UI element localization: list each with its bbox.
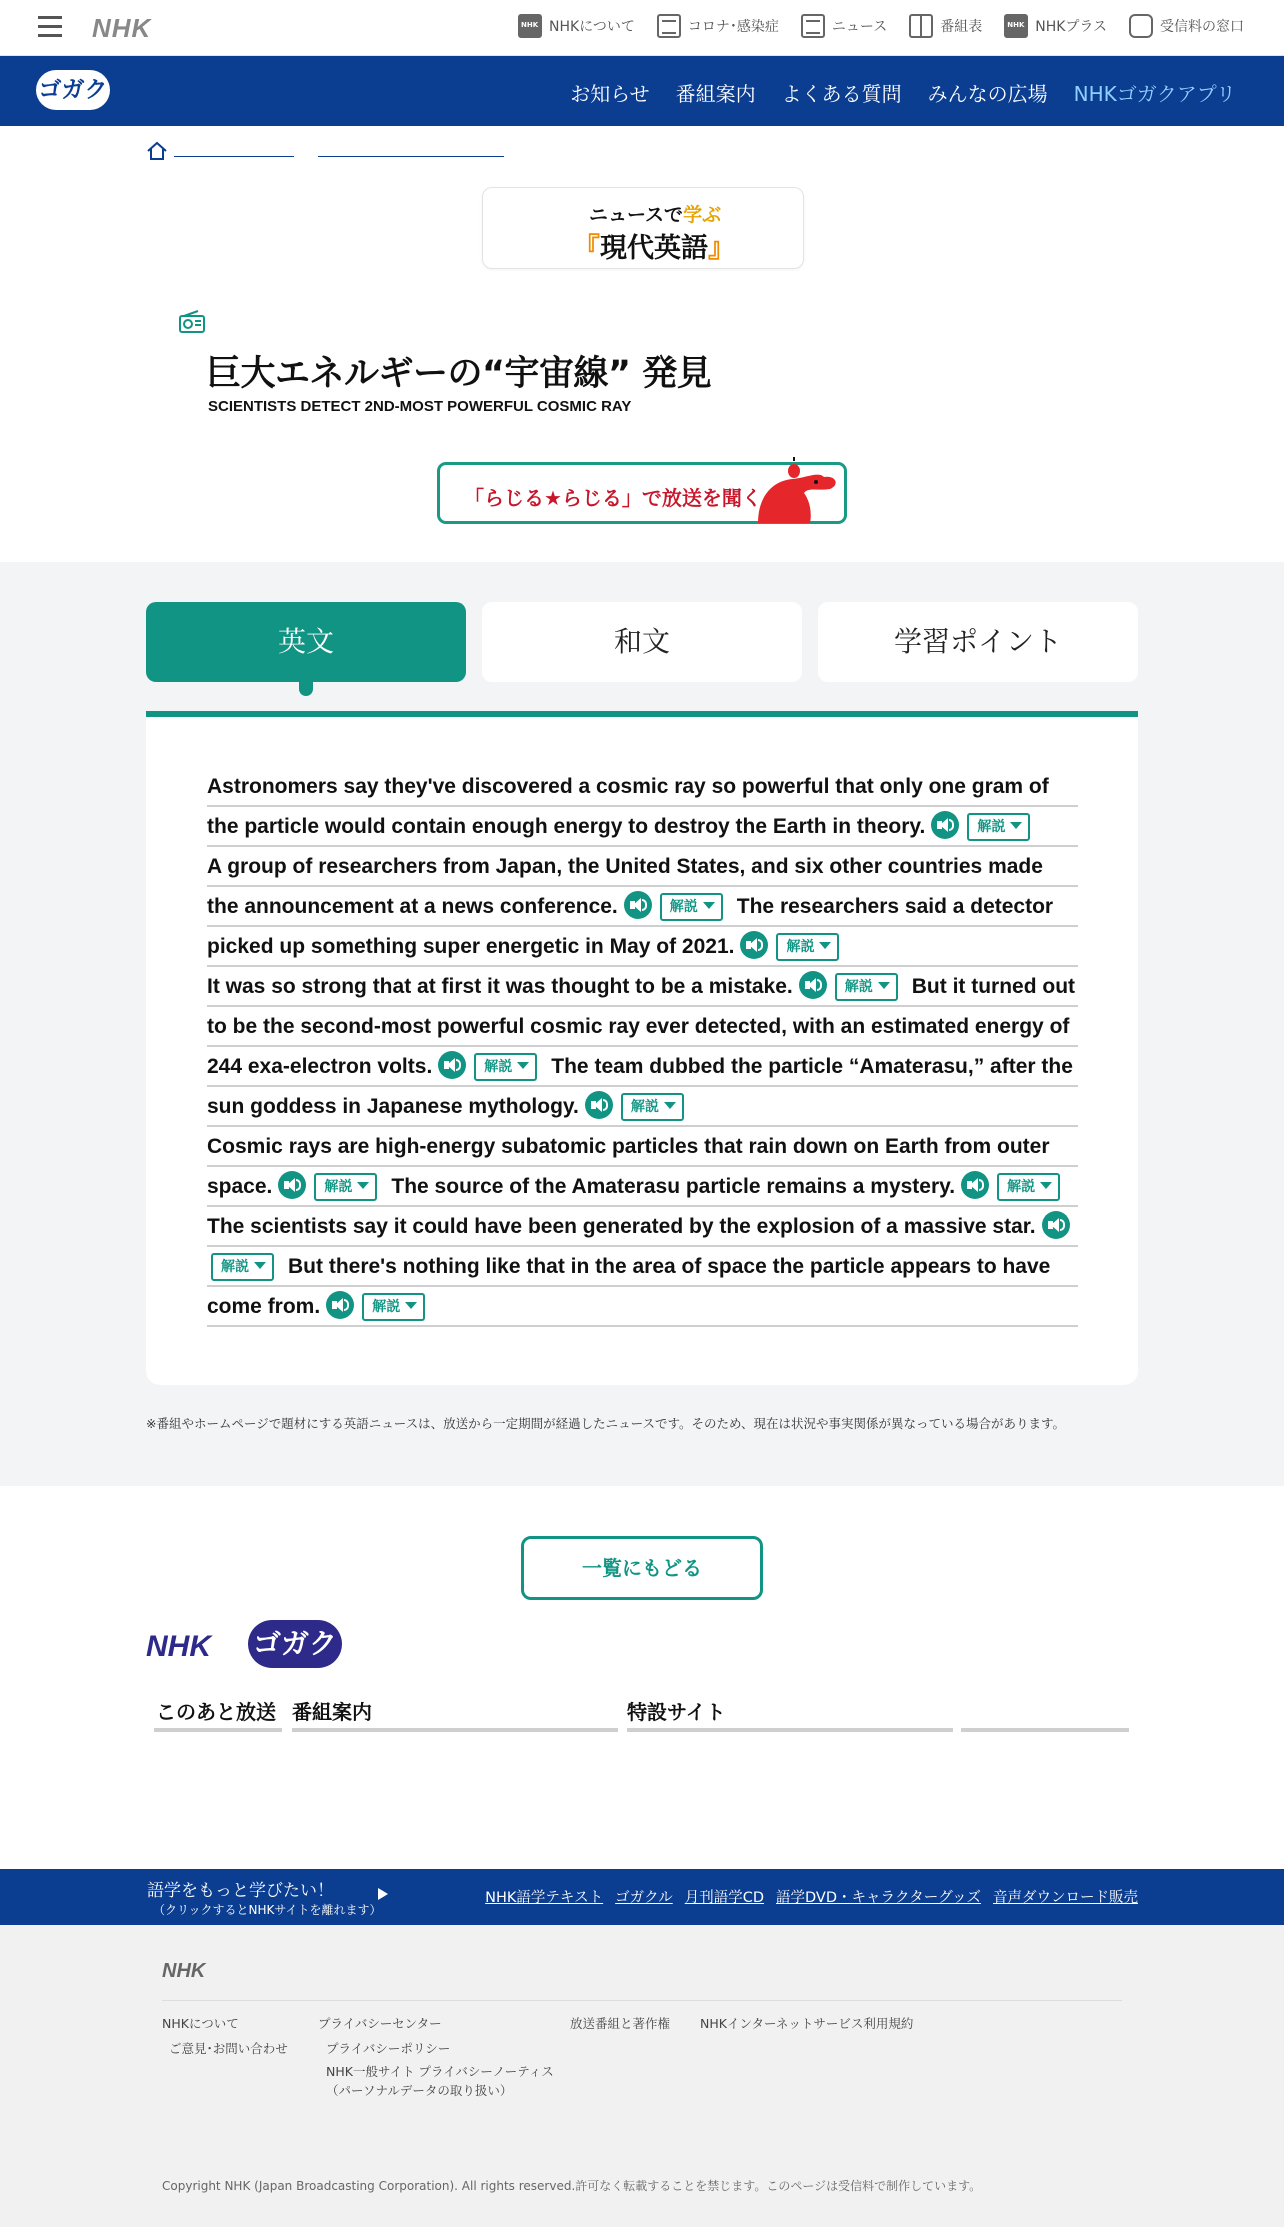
radio-icon [178, 310, 206, 334]
site-footer [0, 1925, 1284, 2227]
shop-link-cd[interactable]: 月刊語学CD [684, 1890, 765, 1906]
tab-english[interactable]: 英文 [146, 602, 466, 682]
breadcrumb-link[interactable] [318, 156, 504, 157]
explain-button[interactable]: 解説 [362, 1293, 425, 1321]
main-nav [0, 56, 1284, 126]
explain-button[interactable]: 解説 [967, 813, 1030, 841]
sentence: Astronomers say they've discovered a cosmic ray so powerful that only one gram of the particle would contain enough energy to destroy the Earth in theory. [207, 775, 1049, 838]
speaker-icon[interactable] [740, 931, 768, 959]
explain-button[interactable]: 解説 [776, 933, 839, 961]
explain-button[interactable]: 解説 [997, 1173, 1060, 1201]
nhk-logo-icon [518, 14, 542, 38]
breadcrumb [146, 140, 526, 162]
top-bar [0, 0, 1284, 56]
speaker-icon[interactable] [624, 891, 652, 919]
top-link-fee[interactable]: 受信料の窓口 [1129, 14, 1244, 38]
article-subtitle: SCIENTISTS DETECT 2ND-MOST POWERFUL COSMIC RAY [208, 398, 632, 415]
explain-button[interactable]: 解説 [211, 1253, 274, 1281]
language-shop-bar [0, 1869, 1284, 1925]
nav-links [570, 78, 1236, 107]
nav-faq[interactable]: よくある質問 [781, 82, 902, 106]
top-link-about[interactable]: NHK NHKについて [518, 14, 635, 38]
chevron-down-icon [878, 982, 890, 989]
nav-news[interactable]: お知らせ [570, 82, 650, 106]
tabs [146, 602, 1138, 682]
footer-nav-programs[interactable]: 番組案内 [292, 1696, 372, 1725]
gogaku-logo[interactable]: ゴガク [36, 70, 110, 110]
back-to-list-button[interactable]: 一覧にもどる [521, 1536, 763, 1600]
sentence: The researchers said a detector picked up something super energetic in May of 2021. [207, 895, 1054, 958]
shop-bar-title[interactable]: 語学をもっと学びたい！ [147, 1881, 334, 1901]
sentence: The scientists say it could have been generated by the explosion of a massive star. [207, 1215, 1036, 1238]
nav-programs[interactable]: 番組案内 [675, 82, 756, 106]
tv-fee-icon [1129, 14, 1153, 38]
footer-privacy-notice-sub: （パーソナルデータの取り扱い） [326, 2083, 513, 2098]
footer-link-privacy-center[interactable]: プライバシーセンター [318, 2016, 442, 2031]
chevron-down-icon [517, 1062, 529, 1069]
footer-divider [162, 2000, 1122, 2001]
explain-button[interactable]: 解説 [621, 1093, 684, 1121]
tab-learning-points[interactable]: 学習ポイント [818, 602, 1138, 682]
top-link-corona[interactable]: コロナ･感染症 [657, 14, 779, 38]
footer-link-terms[interactable]: NHKインターネットサービス利用規約 [700, 2016, 914, 2031]
sentence: Cosmic rays are high-energy subatomic particles that rain down on Earth from outer space. [207, 1135, 1050, 1198]
sentence: The source of the Amaterasu particle remains a mystery. [391, 1175, 956, 1198]
shop-bar-sub: （クリックするとNHKサイトを離れます） [153, 1903, 382, 1917]
shop-link-gogakuru[interactable]: ゴガクル [615, 1890, 673, 1906]
top-link-news[interactable]: ニュース [801, 14, 887, 38]
footer-link-contact[interactable]: ご意見･お問い合わせ [169, 2041, 288, 2056]
chevron-down-icon [357, 1182, 369, 1189]
article-title: 巨大エネルギーの“宇宙線” 発見 [206, 354, 712, 394]
chevron-down-icon [703, 902, 715, 909]
nhk-plus-icon [1004, 14, 1028, 38]
nav-app[interactable]: NHKゴガクアプリ [1073, 82, 1236, 106]
footer-link-broadcast[interactable]: 放送番組と著作権 [570, 2016, 671, 2031]
sentence: But it turned out to be the second-most powerful cosmic ray ever detected, with an estimated energy of 244 exa-electron volts. [207, 975, 1076, 1078]
nhk-logo[interactable]: NHK [92, 13, 152, 43]
shop-link-text[interactable]: NHK語学テキスト [485, 1890, 604, 1906]
explain-button[interactable]: 解説 [660, 893, 723, 921]
chevron-down-icon [1040, 1182, 1052, 1189]
speaker-icon[interactable] [961, 1171, 989, 1199]
chevron-down-icon [664, 1102, 676, 1109]
sentence: The team dubbed the particle “Amaterasu,” after the sun goddess in Japanese mythology. [207, 1055, 1073, 1118]
top-link-nhk-plus[interactable]: NHK NHKプラス [1004, 14, 1107, 38]
footer-link-privacy-policy[interactable]: プライバシーポリシー [326, 2041, 451, 2056]
play-arrow-icon[interactable] [378, 1888, 388, 1900]
nav-community[interactable]: みんなの広場 [927, 82, 1048, 106]
shop-link-download[interactable]: 音声ダウンロード販売 [993, 1890, 1138, 1906]
top-link-program-guide[interactable]: 番組表 [909, 14, 982, 38]
tab-japanese[interactable]: 和文 [482, 602, 802, 682]
article-panel [146, 711, 1138, 1385]
sentence: A group of researchers from Japan, the United States, and six other countries made the announcement at a news conference. [207, 855, 1043, 918]
menu-icon[interactable] [38, 16, 62, 38]
top-links [518, 14, 1244, 38]
footer-nav-onair[interactable]: このあと放送 [156, 1696, 276, 1725]
chevron-down-icon [1010, 822, 1022, 829]
speaker-icon[interactable] [326, 1291, 354, 1319]
chevron-down-icon [254, 1262, 266, 1269]
shop-links [485, 1886, 1138, 1907]
english-text [207, 767, 1078, 1327]
virus-info-icon [657, 14, 681, 38]
breadcrumb-link[interactable] [174, 156, 294, 157]
disclaimer-note: ※番組やホームページで題材にする英語ニュースは、放送から一定期間が経過したニュースです。そのため、現在は状況や事実関係が異なっている場合があります。 [146, 1416, 1065, 1431]
speaker-icon[interactable] [799, 971, 827, 999]
footer-nhk-logo[interactable]: NHK [162, 1960, 206, 1982]
program-logo[interactable]: ニュースで学ぶ 『現代英語』 [482, 187, 804, 269]
footer-link-about[interactable]: NHKについて [162, 2016, 239, 2031]
explain-button[interactable]: 解説 [314, 1173, 377, 1201]
mascot-icon [748, 457, 840, 523]
speaker-icon[interactable] [585, 1091, 613, 1119]
home-icon[interactable] [146, 140, 168, 162]
speaker-icon[interactable] [931, 811, 959, 839]
shop-link-dvd[interactable]: 語学DVD・キャラクターグッズ [776, 1890, 981, 1906]
explain-button[interactable]: 解説 [835, 973, 898, 1001]
rajiru-listen-button[interactable]: 「らじる★らじる」で放送を聞く [437, 462, 847, 524]
news-icon [801, 14, 825, 38]
explain-button[interactable]: 解説 [474, 1053, 537, 1081]
chevron-down-icon [819, 942, 831, 949]
chevron-down-icon [405, 1302, 417, 1309]
sentence: It was so strong that at first it was thought to be a mistake. [207, 975, 793, 998]
footer-link-privacy-notice[interactable]: NHK一般サイト プライバシーノーティス [326, 2064, 554, 2079]
footer-nav-special[interactable]: 特設サイト [627, 1696, 726, 1725]
speaker-icon[interactable] [438, 1051, 466, 1079]
copyright: Copyright NHK (Japan Broadcasting Corporation). All rights reserved.許可なく転載することを禁じます。このページは受信料で制作しています。 [162, 2179, 982, 2193]
speaker-icon[interactable] [1042, 1211, 1070, 1239]
sentence: But there's nothing like that in the area of space the particle appears to have come from. [207, 1255, 1051, 1318]
speaker-icon[interactable] [278, 1171, 306, 1199]
program-guide-icon [909, 14, 933, 38]
